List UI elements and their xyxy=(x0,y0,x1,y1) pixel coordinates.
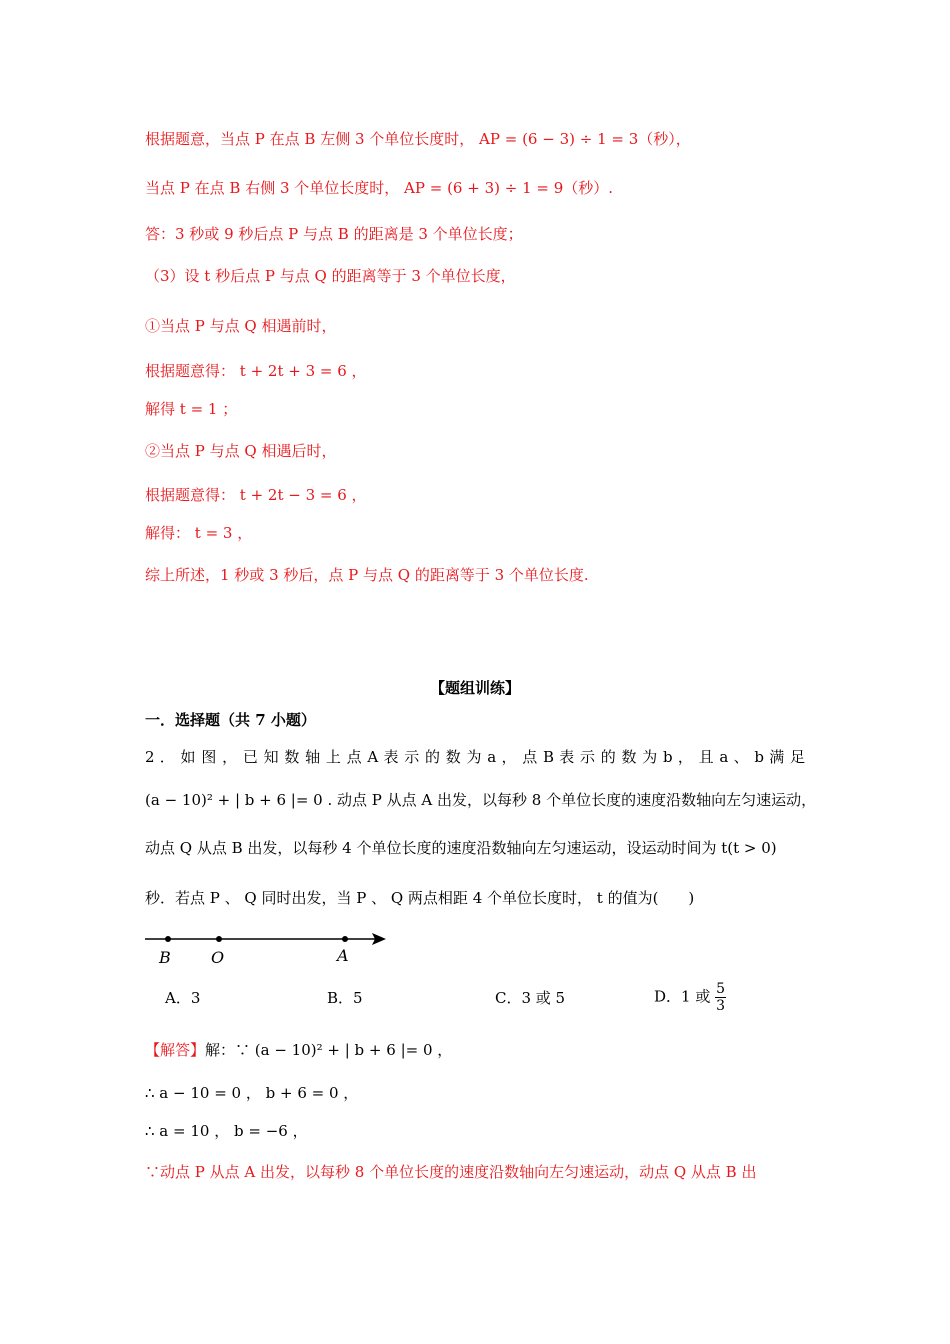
answer-line-1 xyxy=(145,1040,452,1060)
option-d[interactable] xyxy=(654,981,726,1014)
label-a: A xyxy=(337,946,349,965)
option-d-fraction xyxy=(715,981,726,1014)
option-d-numerator: 5 xyxy=(716,981,726,997)
solution-line-ap-left: 根据题意，当点 P 在点 B 左侧 3 个单位长度时， AP = (6 − 3) ÷ 1 = 3（秒）， xyxy=(145,130,691,148)
answer-line-4: ∵动点 P 从点 A 出发，以每秒 8 个单位长度的速度沿数轴向左匀速运动，动点 Q 从点 B 出 xyxy=(145,1163,757,1181)
part3-case2: ②当点 P 与点 Q 相遇后时， xyxy=(145,442,337,460)
part3-intro: （3）设 t 秒后点 P 与点 Q 的距离等于 3 个单位长度， xyxy=(145,267,516,285)
question-line-4: 秒．若点 P 、 Q 同时出发，当 P 、 Q 两点相距 4 个单位长度时， t 的值为( ) xyxy=(145,889,695,907)
option-c[interactable]: C．3 或 5 xyxy=(495,989,566,1007)
section-heading: 【题组训练】 xyxy=(429,679,520,697)
label-o: O xyxy=(211,948,225,967)
option-b[interactable]: B．5 xyxy=(327,989,363,1007)
part3-conclusion: 综上所述，1 秒或 3 秒后，点 P 与点 Q 的距离等于 3 个单位长度. xyxy=(145,566,589,584)
question-line-2: (a − 10)² + | b + 6 |= 0 . 动点 P 从点 A 出发，以每秒 8 个单位长度的速度沿数轴向左匀速运动， xyxy=(145,791,817,809)
answer-line-2: ∴ a − 10 = 0 ， b + 6 = 0 ， xyxy=(145,1084,359,1102)
option-d-denominator: 3 xyxy=(716,998,726,1014)
number-line-figure xyxy=(140,925,400,970)
option-d-prefix: D．1 或 xyxy=(654,987,711,1006)
part3-case1-solution: 解得 t = 1 ； xyxy=(145,400,238,418)
point-o-dot xyxy=(216,936,222,942)
point-a-dot xyxy=(342,936,348,942)
option-a[interactable]: A．3 xyxy=(165,989,201,1007)
label-b: B xyxy=(159,948,171,967)
part3-case1: ①当点 P 与点 Q 相遇前时， xyxy=(145,317,337,335)
part3-case2-solution: 解得： t = 3 ， xyxy=(145,524,253,542)
section-subheading: 一．选择题（共 7 小题） xyxy=(145,711,316,729)
point-b-dot xyxy=(165,936,171,942)
answer-line-3: ∴ a = 10 ， b = −6 ， xyxy=(145,1122,308,1140)
answer-tag: 【解答】 xyxy=(145,1041,206,1059)
question-line-1: 2 ． 如 图 ， 已 知 数 轴 上 点 A 表 示 的 数 为 a ， 点 B 表 示 的 数 为 b ， 且 a 、 b 满 足 xyxy=(145,748,805,766)
part3-case1-equation: 根据题意得： t + 2t + 3 = 6 ， xyxy=(145,362,367,380)
question-line-3: 动点 Q 从点 B 出发，以每秒 4 个单位长度的速度沿数轴向左匀速运动，设运动时间为 t(t > 0) xyxy=(145,839,777,857)
part3-case2-equation: 根据题意得： t + 2t − 3 = 6 ， xyxy=(145,486,367,504)
answer-line-1-text: 解：∵ (a − 10)² + | b + 6 |= 0 ， xyxy=(205,1041,453,1059)
solution-answer-part2: 答：3 秒或 9 秒后点 P 与点 B 的距离是 3 个单位长度； xyxy=(145,225,523,243)
solution-line-ap-right: 当点 P 在点 B 右侧 3 个单位长度时， AP = (6 + 3) ÷ 1 = 9（秒）. xyxy=(145,179,614,197)
